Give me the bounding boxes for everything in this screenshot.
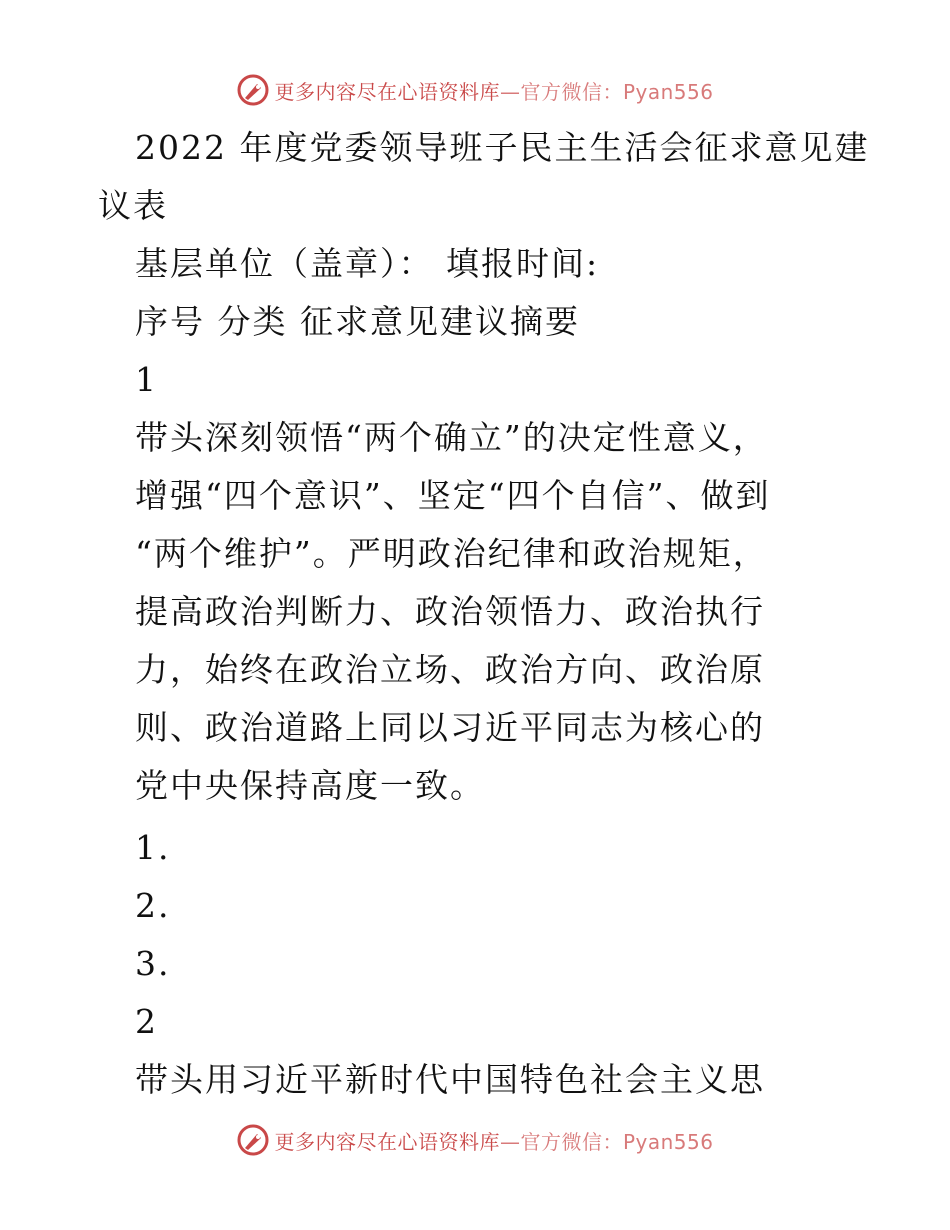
item-text-line: 则、政治道路上同以习近平同志为核心的 (135, 708, 765, 747)
pen-nib-logo-icon (236, 73, 270, 107)
sub-item-number: 3. (135, 944, 171, 983)
item-text-line: 增强“四个意识”、坚定“四个自信”、做到 (135, 476, 771, 515)
watermark-text: 更多内容尽在心语资料库—官方微信：Pyan556 (274, 1129, 714, 1154)
item-number: 2 (135, 1002, 158, 1041)
watermark-footer (0, 1120, 950, 1160)
pen-nib-logo-icon (236, 1123, 270, 1157)
sub-item-number: 2. (135, 886, 171, 925)
item-text-line: 党中央保持高度一致。 (135, 766, 485, 805)
item-text-line: “两个维护”。严明政治纪律和政治规矩， (135, 534, 768, 573)
item-number: 1 (135, 360, 158, 399)
item-text-line: 提高政治判断力、政治领悟力、政治执行 (135, 592, 765, 631)
item-text-line: 力，始终在政治立场、政治方向、政治原 (135, 650, 765, 689)
document-title-continued: 议表 (98, 186, 168, 225)
watermark-header (0, 70, 950, 110)
sub-item-number: 1. (135, 828, 171, 867)
document-title: 2022 年度党委领导班子民主生活会征求意见建 (135, 128, 870, 167)
unit-and-date-line: 基层单位（盖章）： 填报时间: (135, 244, 600, 283)
table-header-line: 序号 分类 征求意见建议摘要 (135, 302, 580, 341)
item-text-line: 带头用习近平新时代中国特色社会主义思 (135, 1060, 765, 1099)
item-text-line: 带头深刻领悟“两个确立”的决定性意义， (135, 418, 768, 457)
watermark-text: 更多内容尽在心语资料库—官方微信：Pyan556 (274, 79, 714, 104)
